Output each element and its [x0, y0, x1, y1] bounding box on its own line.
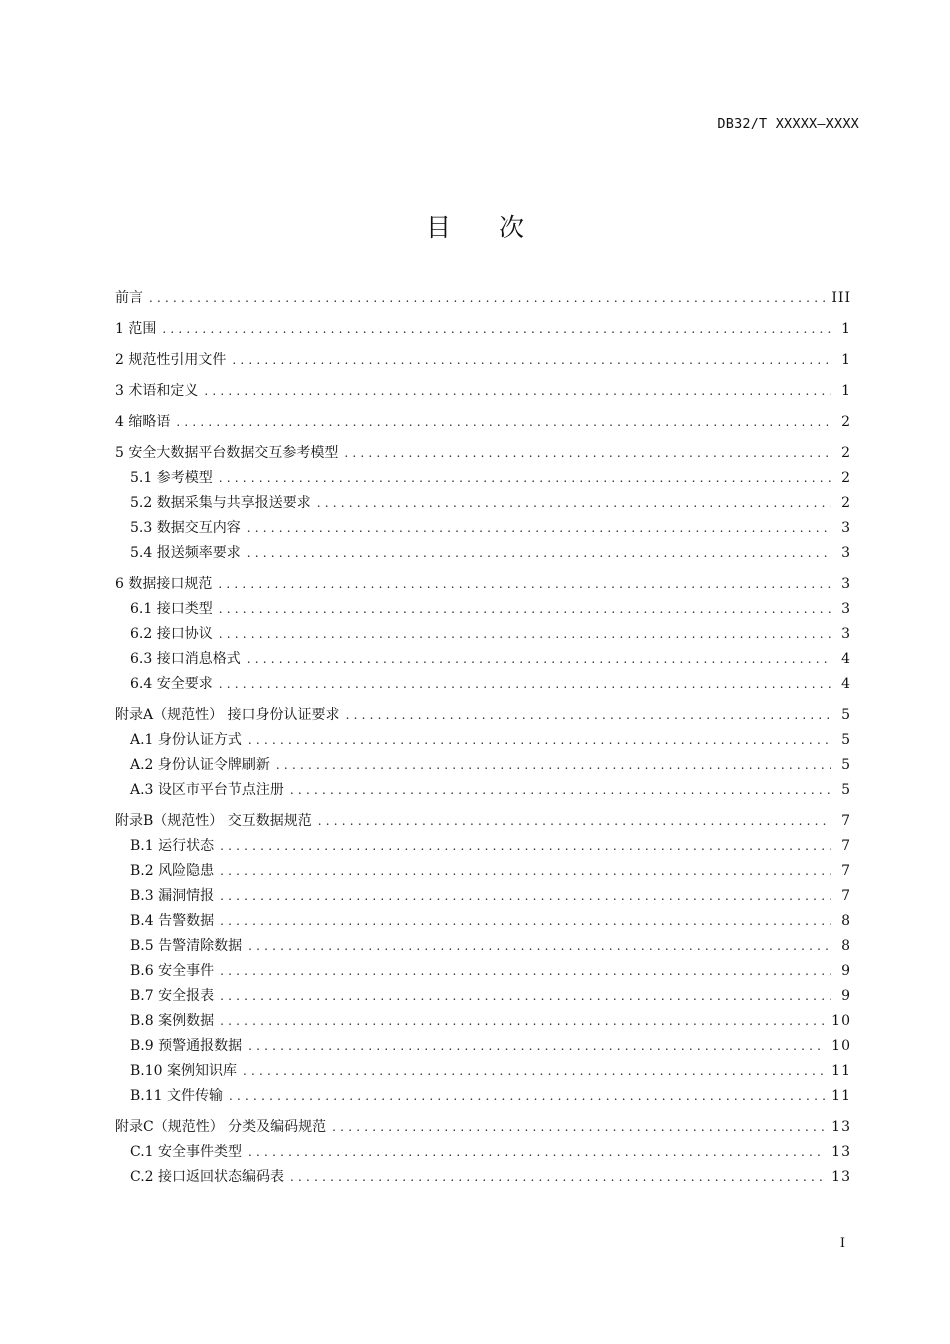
toc-entry[interactable]: [115, 516, 851, 541]
toc-entry-label: 6.1 接口类型: [130, 601, 213, 617]
toc-entry-label: 5.2 数据采集与共享报送要求: [130, 495, 311, 511]
dot-leader: [219, 622, 831, 647]
toc-entry[interactable]: [115, 984, 851, 1009]
dot-leader: [220, 1009, 825, 1034]
toc-entry-label: 附录B（规范性） 交互数据规范: [115, 813, 312, 829]
toc-entry-page: 5: [841, 782, 851, 798]
dot-leader: [219, 597, 831, 622]
toc-entry-page: 1: [841, 321, 851, 337]
toc-entry-label: C.2 接口返回状态编码表: [130, 1169, 285, 1185]
dot-leader: [229, 1084, 825, 1109]
toc-entry-label: 6.3 接口消息格式: [130, 651, 241, 667]
dot-leader: [220, 909, 831, 934]
toc-entry[interactable]: [115, 410, 851, 435]
dot-leader: [243, 1059, 825, 1084]
toc-entry[interactable]: [115, 1115, 851, 1140]
toc-entry-page: 8: [841, 913, 851, 929]
toc-entry-page: 1: [841, 352, 851, 368]
dot-leader: [247, 541, 831, 566]
toc-entry-page: III: [831, 290, 851, 306]
toc-entry[interactable]: [115, 647, 851, 672]
toc-entry-label: B.1 运行状态: [130, 838, 215, 854]
dot-leader: [290, 1165, 825, 1190]
toc-entry[interactable]: [115, 859, 851, 884]
toc-entry-page: 5: [841, 732, 851, 748]
toc-entry-page: 10: [831, 1038, 851, 1054]
dot-leader: [332, 1115, 825, 1140]
toc-entry[interactable]: [115, 884, 851, 909]
toc-entry[interactable]: [115, 1059, 851, 1084]
toc-entry[interactable]: [115, 317, 851, 342]
dot-leader: [248, 728, 831, 753]
toc-entry-label: B.2 风险隐患: [130, 863, 215, 879]
toc-entry[interactable]: [115, 286, 851, 311]
toc-entry-label: B.11 文件传输: [130, 1088, 224, 1104]
dot-leader: [220, 834, 831, 859]
toc-entry-label: 前言: [115, 290, 143, 306]
toc-entry[interactable]: [115, 491, 851, 516]
toc-entry-label: B.3 漏洞情报: [130, 888, 215, 904]
toc-entry-page: 3: [841, 545, 851, 561]
toc-entry-label: B.10 案例知识库: [130, 1063, 238, 1079]
toc-entry[interactable]: [115, 753, 851, 778]
toc-list: [115, 286, 851, 1190]
toc-entry-label: 2 规范性引用文件: [115, 352, 227, 368]
toc-entry-label: B.9 预警通报数据: [130, 1038, 243, 1054]
toc-entry[interactable]: [115, 959, 851, 984]
toc-entry-page: 9: [841, 963, 851, 979]
dot-leader: [346, 703, 831, 728]
toc-entry-page: 13: [831, 1119, 851, 1135]
toc-entry[interactable]: [115, 1009, 851, 1034]
toc-entry-page: 2: [841, 495, 851, 511]
dot-leader: [220, 884, 831, 909]
toc-entry-page: 2: [841, 470, 851, 486]
dot-leader: [248, 1140, 825, 1165]
dot-leader: [247, 647, 831, 672]
toc-entry[interactable]: [115, 597, 851, 622]
toc-entry[interactable]: [115, 1140, 851, 1165]
dot-leader: [344, 441, 831, 466]
dot-leader: [232, 348, 831, 373]
toc-entry-page: 11: [831, 1063, 851, 1079]
toc-entry-label: 6 数据接口规范: [115, 576, 213, 592]
toc-entry-label: 5.4 报送频率要求: [130, 545, 241, 561]
toc-entry-label: 附录A（规范性） 接口身份认证要求: [115, 707, 340, 723]
toc-entry-page: 5: [841, 757, 851, 773]
toc-entry-page: 3: [841, 520, 851, 536]
toc-entry-label: 3 术语和定义: [115, 383, 199, 399]
toc-entry[interactable]: [115, 622, 851, 647]
toc-entry[interactable]: [115, 728, 851, 753]
toc-entry-label: A.3 设区市平台节点注册: [130, 782, 284, 798]
toc-entry-label: B.4 告警数据: [130, 913, 215, 929]
toc-entry[interactable]: [115, 834, 851, 859]
toc-entry[interactable]: [115, 909, 851, 934]
toc-entry[interactable]: [115, 466, 851, 491]
dot-leader: [248, 1034, 825, 1059]
page-number: I: [839, 1236, 845, 1251]
toc-entry[interactable]: [115, 778, 851, 803]
toc-entry[interactable]: [115, 379, 851, 404]
toc-entry[interactable]: [115, 348, 851, 373]
toc-entry[interactable]: [115, 1165, 851, 1190]
toc-entry-page: 9: [841, 988, 851, 1004]
toc-entry-label: B.6 安全事件: [130, 963, 215, 979]
toc-entry-page: 7: [841, 863, 851, 879]
toc-title: 目次: [425, 213, 572, 242]
toc-entry-page: 13: [831, 1169, 851, 1185]
dot-leader: [204, 379, 831, 404]
toc-entry-page: 13: [831, 1144, 851, 1160]
toc-entry-page: 4: [841, 676, 851, 692]
toc-entry[interactable]: [115, 1034, 851, 1059]
toc-entry-label: A.2 身份认证令牌刷新: [130, 757, 270, 773]
toc-entry-label: 附录C（规范性） 分类及编码规范: [115, 1119, 327, 1135]
toc-entry-page: 11: [831, 1088, 851, 1104]
toc-entry-label: 4 缩略语: [115, 414, 171, 430]
toc-entry-label: 6.2 接口协议: [130, 626, 213, 642]
dot-leader: [220, 959, 831, 984]
toc-entry-page: 1: [841, 383, 851, 399]
dot-leader: [162, 317, 831, 342]
dot-leader: [176, 410, 831, 435]
toc-entry-page: 3: [841, 626, 851, 642]
dot-leader: [220, 984, 831, 1009]
toc-entry-label: 5.1 参考模型: [130, 470, 213, 486]
toc-entry-page: 5: [841, 707, 851, 723]
toc-entry-label: A.1 身份认证方式: [130, 732, 242, 748]
toc-entry-page: 2: [841, 445, 851, 461]
toc-entry[interactable]: [115, 809, 851, 834]
toc-entry-label: B.8 案例数据: [130, 1013, 215, 1029]
toc-entry-page: 4: [841, 651, 851, 667]
toc-entry-label: 5 安全大数据平台数据交互参考模型: [115, 445, 339, 461]
toc-entry[interactable]: [115, 441, 851, 466]
toc-entry-page: 7: [841, 888, 851, 904]
toc-entry-page: 7: [841, 838, 851, 854]
dot-leader: [248, 934, 831, 959]
document-code: DB32/T XXXXX—XXXX: [717, 116, 859, 132]
dot-leader: [290, 778, 831, 803]
toc-entry[interactable]: [115, 703, 851, 728]
dot-leader: [220, 859, 831, 884]
dot-leader: [219, 672, 831, 697]
toc-entry-label: 5.3 数据交互内容: [130, 520, 241, 536]
dot-leader: [276, 753, 831, 778]
dot-leader: [219, 466, 831, 491]
toc-entry-label: C.1 安全事件类型: [130, 1144, 243, 1160]
toc-entry[interactable]: [115, 934, 851, 959]
dot-leader: [318, 809, 831, 834]
dot-leader: [317, 491, 831, 516]
toc-entry-label: 1 范围: [115, 321, 157, 337]
toc-entry[interactable]: [115, 1084, 851, 1109]
toc-entry-page: 8: [841, 938, 851, 954]
toc-entry-page: 10: [831, 1013, 851, 1029]
toc-entry[interactable]: [115, 572, 851, 597]
toc-entry-label: B.7 安全报表: [130, 988, 215, 1004]
dot-leader: [218, 572, 831, 597]
toc-entry[interactable]: [115, 541, 851, 566]
toc-entry-page: 3: [841, 576, 851, 592]
toc-entry-label: 6.4 安全要求: [130, 676, 213, 692]
toc-entry-page: 7: [841, 813, 851, 829]
toc-entry-label: B.5 告警清除数据: [130, 938, 243, 954]
toc-entry-page: 2: [841, 414, 851, 430]
toc-entry-page: 3: [841, 601, 851, 617]
dot-leader: [247, 516, 831, 541]
dot-leader: [149, 286, 825, 311]
toc-entry[interactable]: [115, 672, 851, 697]
